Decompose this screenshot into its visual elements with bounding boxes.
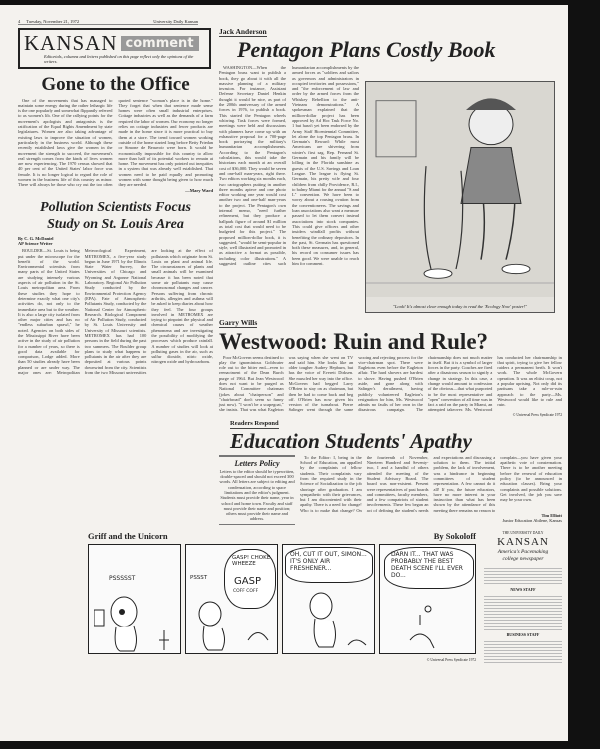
letters-policy-body: Letters to the editor should be typewritten, double-spaced and should not exceed 300 words. All letters are subject to editing and condensation, according to space limitations and the editor's judgment. Students must provide their name, year in school and home town. Faculty and staff must provide their name and position; others must provide their name and address. xyxy=(219,468,295,522)
unicorn-character xyxy=(400,605,470,652)
paper-label: THE UNIVERSITY DAILY xyxy=(502,530,544,535)
date: Tuesday, November 21, 1972 xyxy=(26,19,80,24)
westwood-body xyxy=(219,355,562,413)
comic-strip xyxy=(88,544,476,656)
news-staff-heading: NEWS STAFF xyxy=(510,586,536,592)
panel1-text: PSSSSST xyxy=(109,574,136,582)
pollution-text: BOULDER—St. Louis is being put under the microscope for the benefit of the world. Environmental scientists from many parts of the United States are studying intensely various aspects of air pollution in the St. Louis metropolitan area. From these studies they hope to determine exactly what one city's activities do, not only to the immediate area but to the weather. It is also a large city isolated from other major cities and has no "endless suburban sprawl," he noted. Agencies on both sides of the Mississippi River have been active in the study of air pollution for a number of years, so there is good data available for comparison, Lodge added. More than 50 studies already have been planned or are under way. The major ones are: Metropolitan Meteorological Experiment, METROMEX, a five-year study begun in June 1971 by the Illinois State Water Survey, the Universities of Chicago and Wyoming and Argonne National Laboratory. Regional Air Pollution Study conducted by the Environmental Protection Agency (EPA). Fate of Atmospheric Pollutants Study, conducted by the National Center for Atmospheric Research. Biological Component of Air Pollution Study, conducted by St. Louis University and University of Missouri scientists. METROMEX has had 100 persons in the field during the past two summers. The Boulder group plans to study what happens to pollutants in the air after they are deposited at various points downwind from the city. Scientists from the two Missouri universities are looking at the effect of pollutants which originate from St. Louis on plant and animal life. The circumstances of plants and small animals will be examined because it has been noted that some air pollutants may cause chromosomal changes and cancer. Persons suffering from chronic arthritis, allergies and asthma will be asked to keep diaries about how they feel. The four groups involved in METROMEX are trying to pinpoint the physical and chemical causes of weather phenomena and are investigating the possibility of modifying the processes which produce rainfall. A number of studies will look at polluting gases in the air, such as sulfur dioxide, nitric oxide, nitrogen oxide and hydrocarbons. xyxy=(18,248,213,376)
comic-credit: © Universal Press Syndicate 1972 xyxy=(426,657,476,662)
pollution-headline xyxy=(18,199,213,233)
letter-text: To the Editor: I, being in the School of Education, am appalled by the complaints of fellow students. Their complaints vary from the required study in the Science of Socialization to the job shortage after graduation. I am sympathetic with their grievances, but I am discontented with their apathy. There is a need for change! Who is to make that change? On the fourteenth of November, Nineteen Hundred and Seventy-two, I and a handful of others attended the meeting of the Student Advisory Board. The board was non-existent. Present were representatives of past boards and committees, faculty members, and a few compatriots of student involvements. These few began an act of defining the student's needs and expectations and discussing a solution to them. The initial problem, the lack of involvement, was a hindrance in beginning committees of student representation. A few cannot do it all! If you, the future educators, have no more interest in your instruction than what has been shown by the attendance of this meeting there remains no reason to complain—you have given your apathetic vote of consternation. There is to be another meeting before the renewal of education policy (to be announced in education classes). Bring your complaints and possible solutions. Get involved, the job you save may be your own. xyxy=(300,454,562,513)
folio xyxy=(18,19,198,25)
pollution-title-1: Pollution Scientists Focus xyxy=(40,199,191,215)
page-number: 4 xyxy=(18,19,21,24)
editorial-body xyxy=(18,98,213,188)
westwood-text: Poor McGovern seems destined to play the ignominious Goldwater role out to the bitter end—even to reenactment of the Dean Burch purge of 1964. But Jean Westwood does not want to be purged as National Committee chairman (jokes about "chairperson" and "chairbroad" don't seem so funny just now). "I won't be a scapegoat," she insists. That was what Eagleton was saying when she went on TV and said him. She looks like an older tougher Audrey Hepburn, but has the voice of Everett Dirksen. She muscled her way into the office. McGovern had begged Larry O'Brien to stay on as chairman, but then he had to come back and beg off. O'Brien has now given his version of the turnabout. Pierre Salinger went through the same wooing and rejecting process for the vice-chairman spot. There were Eagletons even before the Eagleton affair. The hard shovers are hardest to shove. Having pushed O'Brien aside, and gone along with Salinger's derailment, having publicly volunteered Eagleton's resignation for him, Ms. Westwood admits no faults of her own in the disastrous campaign. The chairmanship does not much matter in itself. But it is a symbol of larger forces in the party. Coaches are fired after a disastrous season to signify a change in strategy. In this case, a change would amount to confession of the obvious—that what purported to be the most representative and "open" convention of all time was in fact a raid on the party in Miami, an attempted takeover. Ms. Westwood has conducted her chairmanship in that spirit, trying to give her fellow raiders a permanent berth. It won't work. The whole McGovern operation. It was an elitist coup, not a popular uprising. Not only did its partisans take a rule-or-ruin approach to the party—Ms. Westwood would like to rule and ruin. xyxy=(219,354,562,413)
slogan-2: college newspaper xyxy=(502,555,544,562)
letter-signature xyxy=(300,513,562,524)
panel2-gasp-large: GASP xyxy=(234,575,261,587)
comic-panel-1 xyxy=(88,544,181,654)
news-staff-list xyxy=(484,594,562,630)
kansan-name: KANSAN xyxy=(497,535,549,548)
cartoon-caption: "Look! It's almost clear enough today to read the 'Ecology Now' poster!" xyxy=(392,304,528,309)
panel2-gasp: GASP! CHOKE WHEEZE xyxy=(232,554,271,568)
letters-policy-box xyxy=(219,455,295,525)
newspaper-page xyxy=(0,5,568,741)
comic-header xyxy=(88,531,476,542)
panel2-psst: PSSST xyxy=(190,574,208,581)
panel4-text: DARN IT... THAT WAS PROBABLY THE BEST DEATH SCENE I'LL EVER DO... xyxy=(391,550,463,579)
comic-panel-2 xyxy=(185,544,278,654)
anderson-kicker: Jack Anderson xyxy=(219,27,267,36)
pollution-title-2: Study on St. Louis Area xyxy=(47,216,184,232)
pentagon-text: WASHINGTON—When the Pentagon brass want to publish a book, they go about it with all the massive planning of a military invasion. For instance, Assistant Defense Secretary Daniel Henkin thought it would be nice, as part of the 200th anniversary of the armed forces in 1976, to publish a book. This started the Pentagon wheels whirring. Task forces were formed, meetings were held and discussions with planners have come up with an exhaustive proposal for a 700-page book portraying the military's humanitarian accomplishments. According to the Pentagon's calculations, this would take the historians each month at an overall cost of $36,000. They would be seven and one-half man-years, right there. Two editors working six months each, two cartographers putting in another three months apiece and one photo editor working one year would cost another two and one-half man-years to the project. The Pentagon's own internal memo, "need further refinement, but they produce a ballpark figure of around $1 million as total cost that would need to be budgeted for this project." The proposed million-dollar book, it is suggested, "would be semi-popular in style, well illustrated and promoted in as attractive a format as possible, including color illustrations." A suggested outline cites such humanitarian accomplishments by the armed forces as "soldiers and sailors as governors and administrators in occupied territories and possessions," and "the enforcement of law and order by the armed forces from the Whiskey Rebellion to the anti-Vietnam demonstrations." A spokesman explained that the million-dollar project has been approved by Ad Hoc Task Force No. 1 but hasn't yet been endorsed by the Army Staff Bicentennial Committee, let alone the top Pentagon brass. In Germain's Reward: While most Americans are shivering from winter's first sag, Rep. Fernand St. Germain and his family will be lolling in the Florida sunshine as guests of the U.S. Savings and Loan League. The league is flying St. Germain, his pretty wife and four children from chilly Providence, R.I., to balmy Miami for the annual "S and L" convention. We have been to worry about a rousing ovation from the conventioneers. The savings and loan associations also want a measure passed to let them convert instead associations into stock companies. This could give officers and other insiders windfall profits without benefiting the ordinary depositors. In the past, St. Germain has questioned both these measures, and, in general, his record on consumer issues has been good. We were unable to reach him for comment. xyxy=(219,65,359,266)
editorial-signature: —Mary Ward xyxy=(185,187,213,193)
comic-title: Griff and the Unicorn xyxy=(88,530,168,541)
editorial-text: One of the movements that has managed to maintain some energy during the rather lethargic life is the one popularly and somewhat flippantly referred to as women's lib. One of the rallying points for the movement's apologists and antagonists is the ratification of the Equal Rights Amendment by state legislatures. Women are also taking advantage of existing laws to improve the situation of women, particularly in the business world. Although these recently established laws give the women in the movement the strength to succeed, the movement's real strength comes from the kinds of lives women are now experiencing. The 1970 census showed that 40 per cent of the United States' labor force was female. It is no longer logical to regard the role of women in the business life of this country as minor. There will always be those who cry out the too often quoted sentence "woman's place is in the home." They forget that when that sentence made sense homes were often small industrial enterprises. Cottage industries as well as the demands of a farm required the labor of women. Our economy no longer relies on cottage industries and fewer products are made in the home since it is more practical to buy them at a store. The trend toward women working outside of the home started long before Betty Friedan or Simone de Beauvoir were born. It would be economically impossible for this country to allow more than half of its potential workers to remain at home. The movement has only pointed out inequities in a system that was already well established. That women need to be paid equally and promoting women with some thought being given to how much they are needed. xyxy=(18,97,213,188)
comic-byline: By Sokoloff xyxy=(433,530,476,541)
editorial-cartoon xyxy=(365,81,555,313)
griff-character xyxy=(293,590,373,652)
signature-role: Junior Education Abilene, Kansas xyxy=(502,518,562,524)
wills-kicker: Garry Wills xyxy=(219,317,258,327)
kansan-logo: KANSAN xyxy=(24,31,118,55)
kansan-staff-box xyxy=(482,531,564,665)
slogan-1: America's Pacemaking xyxy=(497,548,549,555)
pollution-body xyxy=(18,248,213,375)
cartoon-drawing xyxy=(366,82,554,297)
griff-character xyxy=(188,600,273,652)
pentagon-body xyxy=(219,65,359,266)
comic-section xyxy=(88,531,476,663)
paper-name: University Daily Kansan xyxy=(153,19,198,24)
comic-panel-4 xyxy=(379,544,476,654)
westwood-headline: Westwood: Ruin and Rule? xyxy=(219,328,489,354)
right-column xyxy=(219,19,562,525)
comic-panel-3 xyxy=(282,544,375,654)
signature-name: Tim Elliott xyxy=(541,513,562,519)
pollution-byline xyxy=(18,236,213,247)
business-staff-heading: BUSINESS STAFF xyxy=(506,631,540,637)
byline-role: AP Science Writer xyxy=(18,240,53,246)
panel2-coff: COFF COFF xyxy=(233,588,259,594)
staff-notice xyxy=(484,566,562,584)
editorial-title: Gone to the Office xyxy=(41,73,190,95)
letters-policy-title: Letters Policy xyxy=(234,458,280,468)
panel3-text: OH, CUT IT OUT, SIMON... IT'S ONLY AIR FRESHENER... xyxy=(290,550,367,572)
education-headline: Education Students' Apathy xyxy=(230,428,472,453)
readers-respond-kicker: Readers Respond xyxy=(230,419,279,427)
business-staff-list xyxy=(484,639,562,663)
westwood-credit: © Universal Press Syndicate 1972 xyxy=(512,412,562,417)
comment-label: comment xyxy=(121,36,199,51)
letter-body xyxy=(300,455,562,513)
tagline: Editorials, columns and letters published on this page reflect only the opinions of the writers. xyxy=(44,54,194,65)
left-column xyxy=(18,19,213,375)
kansan-comment-masthead xyxy=(18,28,211,69)
griff-character xyxy=(94,590,179,652)
pentagon-headline: Pentagon Plans Costly Book xyxy=(237,37,496,62)
byline: By C. G. McDaniel xyxy=(18,235,54,241)
